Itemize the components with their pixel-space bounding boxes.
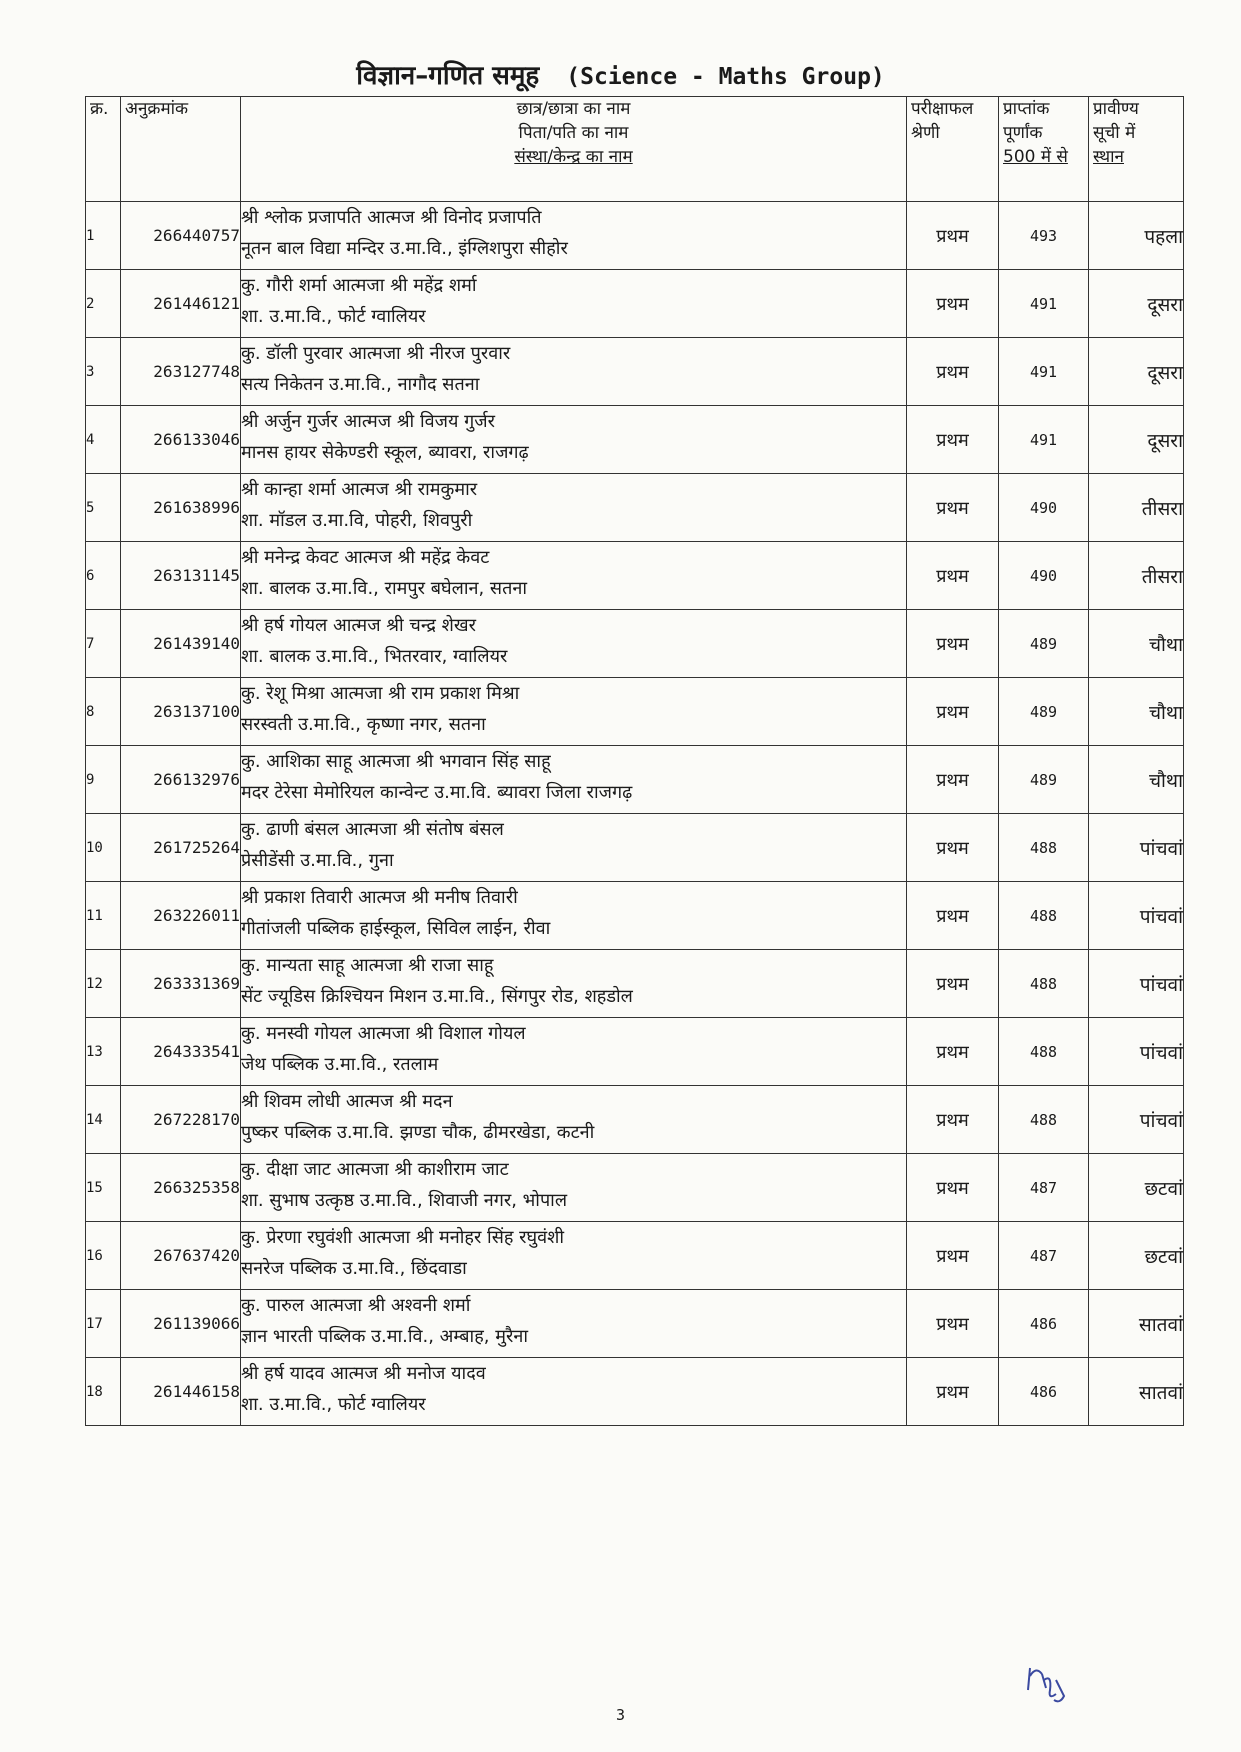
student-cell <box>241 882 907 950</box>
school-name: सरस्वती उ.मा.वि., कृष्णा नगर, सतना <box>241 714 486 735</box>
roll-number: 266440757 <box>121 202 241 270</box>
merit-rank: छटवां <box>1089 1154 1184 1222</box>
student-name: कु. दीक्षा जाट आत्मजा श्री काशीराम जाट <box>241 1159 509 1180</box>
roll-number: 266133046 <box>121 406 241 474</box>
result-division: प्रथम <box>907 542 999 610</box>
merit-list-table <box>85 96 1184 1426</box>
result-division: प्रथम <box>907 1222 999 1290</box>
table-header-row <box>86 97 1184 202</box>
merit-rank: पहला <box>1089 202 1184 270</box>
school-name: पुष्कर पब्लिक उ.मा.वि. झण्डा चौक, ढीमरखेडा, कटनी <box>241 1122 595 1143</box>
result-division: प्रथम <box>907 1358 999 1426</box>
student-name: कु. ढाणी बंसल आत्मजा श्री संतोष बंसल <box>241 819 504 840</box>
table-row <box>86 1086 1184 1154</box>
marks-obtained: 486 <box>999 1358 1089 1426</box>
header-name: छात्र/छात्रा का नाम पिता/पति का नाम संस्था/केन्द्र का नाम <box>241 97 907 202</box>
student-name: श्री शिवम लोधी आत्मज श्री मदन <box>241 1091 453 1112</box>
merit-rank: पांचवां <box>1089 1018 1184 1086</box>
table-row <box>86 542 1184 610</box>
merit-rank: चौथा <box>1089 610 1184 678</box>
roll-number: 264333541 <box>121 1018 241 1086</box>
serial-number: 18 <box>86 1358 121 1426</box>
table-row <box>86 950 1184 1018</box>
merit-rank: पांचवां <box>1089 882 1184 950</box>
student-name: कु. पारुल आत्मजा श्री अश्वनी शर्मा <box>241 1295 471 1316</box>
merit-rank: सातवां <box>1089 1358 1184 1426</box>
roll-number: 263226011 <box>121 882 241 950</box>
student-name: श्री श्लोक प्रजापति आत्मज श्री विनोद प्रजापति <box>241 207 542 228</box>
table-row <box>86 1290 1184 1358</box>
serial-number: 17 <box>86 1290 121 1358</box>
school-name: शा. मॉडल उ.मा.वि, पोहरी, शिवपुरी <box>241 510 473 531</box>
merit-rank: छटवां <box>1089 1222 1184 1290</box>
serial-number: 16 <box>86 1222 121 1290</box>
student-cell <box>241 270 907 338</box>
marks-obtained: 491 <box>999 406 1089 474</box>
student-name: कु. गौरी शर्मा आत्मजा श्री महेंद्र शर्मा <box>241 275 477 296</box>
header-division: परीक्षाफल श्रेणी <box>907 97 999 202</box>
roll-number: 266132976 <box>121 746 241 814</box>
result-division: प्रथम <box>907 270 999 338</box>
table-row <box>86 610 1184 678</box>
table-row <box>86 882 1184 950</box>
school-name: शा. बालक उ.मा.वि., भितरवार, ग्वालियर <box>241 646 508 667</box>
student-cell <box>241 1358 907 1426</box>
table-row <box>86 746 1184 814</box>
roll-number: 261139066 <box>121 1290 241 1358</box>
merit-rank: चौथा <box>1089 746 1184 814</box>
marks-obtained: 489 <box>999 678 1089 746</box>
page-number: 3 <box>615 1706 626 1724</box>
roll-number: 263331369 <box>121 950 241 1018</box>
merit-rank: सातवां <box>1089 1290 1184 1358</box>
serial-number: 13 <box>86 1018 121 1086</box>
student-name: श्री हर्ष गोयल आत्मज श्री चन्द्र शेखर <box>241 615 476 636</box>
result-division: प्रथम <box>907 1018 999 1086</box>
table-row <box>86 814 1184 882</box>
student-cell <box>241 202 907 270</box>
school-name: मानस हायर सेकेण्डरी स्कूल, ब्यावरा, राजगढ़ <box>241 442 529 463</box>
roll-number: 261638996 <box>121 474 241 542</box>
result-division: प्रथम <box>907 1290 999 1358</box>
serial-number: 4 <box>86 406 121 474</box>
serial-number: 14 <box>86 1086 121 1154</box>
table-row <box>86 406 1184 474</box>
signature-mark <box>1020 1660 1090 1705</box>
student-cell <box>241 406 907 474</box>
serial-number: 15 <box>86 1154 121 1222</box>
marks-obtained: 490 <box>999 474 1089 542</box>
result-division: प्रथम <box>907 610 999 678</box>
roll-number: 261446158 <box>121 1358 241 1426</box>
school-name: ज्ञान भारती पब्लिक उ.मा.वि., अम्बाह, मुरैना <box>241 1326 529 1347</box>
table-row <box>86 338 1184 406</box>
serial-number: 5 <box>86 474 121 542</box>
marks-obtained: 488 <box>999 1086 1089 1154</box>
marks-obtained: 491 <box>999 338 1089 406</box>
student-cell <box>241 474 907 542</box>
table-row <box>86 270 1184 338</box>
student-name: श्री प्रकाश तिवारी आत्मज श्री मनीष तिवारी <box>241 887 518 908</box>
student-name: कु. मनस्वी गोयल आत्मजा श्री विशाल गोयल <box>241 1023 526 1044</box>
table-row <box>86 202 1184 270</box>
result-division: प्रथम <box>907 882 999 950</box>
title-hindi: विज्ञान–गणित समूह <box>356 61 540 91</box>
merit-rank: तीसरा <box>1089 542 1184 610</box>
school-name: शा. उ.मा.वि., फोर्ट ग्वालियर <box>241 1394 426 1415</box>
student-name: श्री हर्ष यादव आत्मज श्री मनोज यादव <box>241 1363 486 1384</box>
page-title <box>0 56 1241 92</box>
merit-rank: तीसरा <box>1089 474 1184 542</box>
student-name: कु. मान्यता साहू आत्मजा श्री राजा साहू <box>241 955 494 976</box>
header-roll: अनुक्रमांक <box>121 97 241 202</box>
serial-number: 11 <box>86 882 121 950</box>
roll-number: 267637420 <box>121 1222 241 1290</box>
merit-rank: चौथा <box>1089 678 1184 746</box>
serial-number: 10 <box>86 814 121 882</box>
student-cell <box>241 1222 907 1290</box>
result-division: प्रथम <box>907 1086 999 1154</box>
result-division: प्रथम <box>907 950 999 1018</box>
school-name: गीतांजली पब्लिक हाईस्कूल, सिविल लाईन, रीवा <box>241 918 551 939</box>
serial-number: 8 <box>86 678 121 746</box>
roll-number: 263127748 <box>121 338 241 406</box>
school-name: जेथ पब्लिक उ.मा.वि., रतलाम <box>241 1054 439 1075</box>
student-cell <box>241 1086 907 1154</box>
marks-obtained: 490 <box>999 542 1089 610</box>
marks-obtained: 489 <box>999 746 1089 814</box>
roll-number: 263137100 <box>121 678 241 746</box>
result-division: प्रथम <box>907 202 999 270</box>
marks-obtained: 488 <box>999 814 1089 882</box>
table-row <box>86 1018 1184 1086</box>
header-serial: क्र. <box>86 97 121 202</box>
table-row <box>86 1222 1184 1290</box>
marks-obtained: 487 <box>999 1154 1089 1222</box>
serial-number: 12 <box>86 950 121 1018</box>
school-name: शा. बालक उ.मा.वि., रामपुर बघेलान, सतना <box>241 578 527 599</box>
result-division: प्रथम <box>907 678 999 746</box>
school-name: शा. उ.मा.वि., फोर्ट ग्वालियर <box>241 306 426 327</box>
roll-number: 267228170 <box>121 1086 241 1154</box>
table-row <box>86 474 1184 542</box>
student-cell <box>241 746 907 814</box>
result-division: प्रथम <box>907 746 999 814</box>
student-name: कु. प्रेरणा रघुवंशी आत्मजा श्री मनोहर सिंह रघुवंशी <box>241 1227 565 1248</box>
school-name: नूतन बाल विद्या मन्दिर उ.मा.वि., इंग्लिशपुरा सीहोर <box>241 238 568 259</box>
marks-obtained: 486 <box>999 1290 1089 1358</box>
student-name: कु. आशिका साहू आत्मजा श्री भगवान सिंह साहू <box>241 751 551 772</box>
serial-number: 3 <box>86 338 121 406</box>
result-division: प्रथम <box>907 1154 999 1222</box>
serial-number: 1 <box>86 202 121 270</box>
school-name: प्रेसीडेंसी उ.मा.वि., गुना <box>241 850 394 871</box>
student-cell <box>241 1290 907 1358</box>
title-english: (Science - Maths Group) <box>566 64 885 90</box>
merit-rank: दूसरा <box>1089 338 1184 406</box>
student-name: कु. रेशू मिश्रा आत्मजा श्री राम प्रकाश मिश्रा <box>241 683 520 704</box>
student-cell <box>241 1154 907 1222</box>
student-name: श्री कान्हा शर्मा आत्मज श्री रामकुमार <box>241 479 478 500</box>
marks-obtained: 491 <box>999 270 1089 338</box>
school-name: सत्य निकेतन उ.मा.वि., नागौद सतना <box>241 374 480 395</box>
student-cell <box>241 338 907 406</box>
student-name: कु. डॉली पुरवार आत्मजा श्री नीरज पुरवार <box>241 343 511 364</box>
school-name: शा. सुभाष उत्कृष्ठ उ.मा.वि., शिवाजी नगर, भोपाल <box>241 1190 568 1211</box>
marks-obtained: 488 <box>999 1018 1089 1086</box>
header-rank: प्रावीण्य सूची में स्थान <box>1089 97 1184 202</box>
student-cell <box>241 814 907 882</box>
student-cell <box>241 1018 907 1086</box>
marks-obtained: 493 <box>999 202 1089 270</box>
student-cell <box>241 610 907 678</box>
merit-rank: दूसरा <box>1089 406 1184 474</box>
school-name: मदर टेरेसा मेमोरियल कान्वेन्ट उ.मा.वि. ब्यावरा जिला राजगढ़ <box>241 782 633 803</box>
student-name: श्री अर्जुन गुर्जर आत्मज श्री विजय गुर्जर <box>241 411 495 432</box>
serial-number: 2 <box>86 270 121 338</box>
marks-obtained: 488 <box>999 950 1089 1018</box>
roll-number: 261446121 <box>121 270 241 338</box>
header-marks: प्राप्तांक पूर्णांक 500 में से <box>999 97 1089 202</box>
result-division: प्रथम <box>907 474 999 542</box>
serial-number: 9 <box>86 746 121 814</box>
roll-number: 261439140 <box>121 610 241 678</box>
merit-rank: दूसरा <box>1089 270 1184 338</box>
serial-number: 6 <box>86 542 121 610</box>
marks-obtained: 489 <box>999 610 1089 678</box>
result-division: प्रथम <box>907 814 999 882</box>
table-row <box>86 1358 1184 1426</box>
merit-rank: पांचवां <box>1089 950 1184 1018</box>
result-division: प्रथम <box>907 338 999 406</box>
student-cell <box>241 950 907 1018</box>
roll-number: 263131145 <box>121 542 241 610</box>
serial-number: 7 <box>86 610 121 678</box>
student-name: श्री मनेन्द्र केवट आत्मज श्री महेंद्र केवट <box>241 547 490 568</box>
student-cell <box>241 542 907 610</box>
school-name: सनरेज पब्लिक उ.मा.वि., छिंदवाडा <box>241 1258 467 1279</box>
marks-obtained: 488 <box>999 882 1089 950</box>
result-division: प्रथम <box>907 406 999 474</box>
school-name: सेंट ज्यूडिस क्रिश्चियन मिशन उ.मा.वि., सिंगपुर रोड, शहडोल <box>241 986 633 1007</box>
table-row <box>86 1154 1184 1222</box>
marks-obtained: 487 <box>999 1222 1089 1290</box>
table-row <box>86 678 1184 746</box>
merit-rank: पांचवां <box>1089 814 1184 882</box>
merit-rank: पांचवां <box>1089 1086 1184 1154</box>
student-cell <box>241 678 907 746</box>
roll-number: 261725264 <box>121 814 241 882</box>
roll-number: 266325358 <box>121 1154 241 1222</box>
